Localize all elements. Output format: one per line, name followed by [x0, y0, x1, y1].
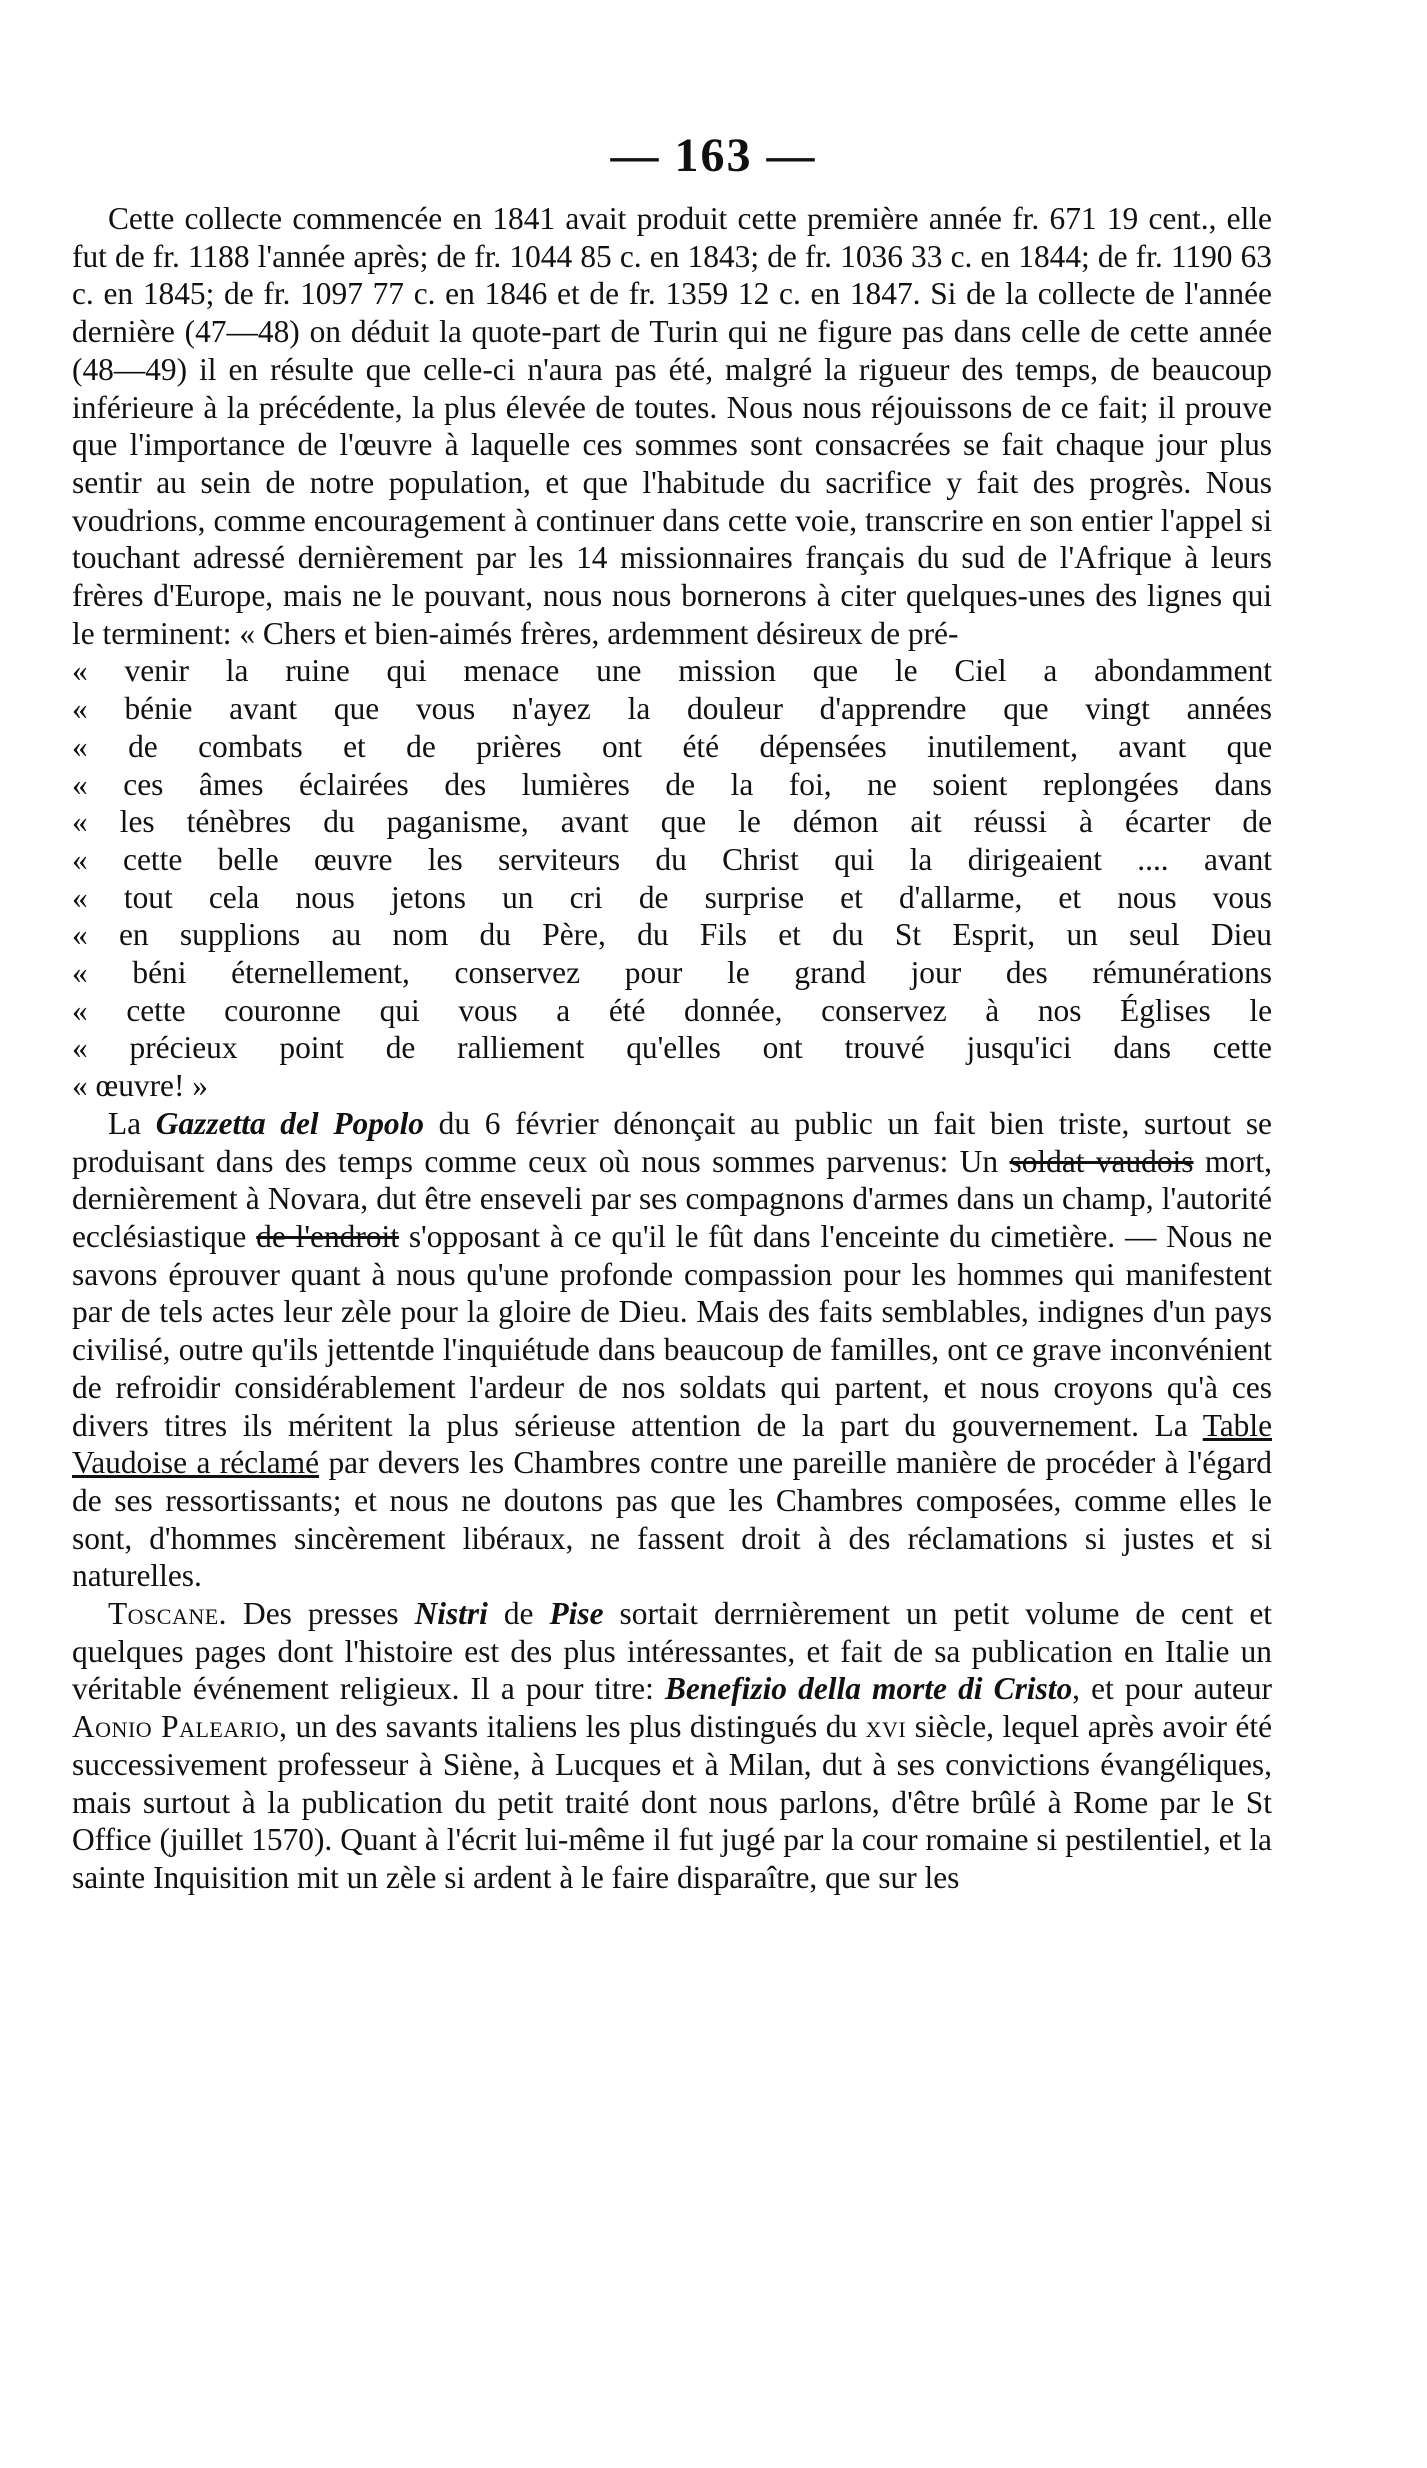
quote-line: « tout cela nous jetons un cri de surprise et d'allarme, et nous vous: [72, 879, 1272, 915]
body-text: [72, 200, 1272, 1897]
century: xvi: [865, 1709, 907, 1745]
book-title: Benefizio della morte di Cristo: [664, 1671, 1073, 1707]
quote-line: « en supplions au nom du Père, du Fils et du St Esprit, un seul Dieu: [72, 917, 1272, 953]
underlined-phrase: Table Vaudoise a réclamé: [72, 1407, 1272, 1481]
text-run: mort, dernièrement à Novara, dut être enseveli par ses compagnons d'armes dans un champ, l'autorité ecclésiastique: [72, 1143, 1272, 1254]
text-run: , et pour auteur: [1072, 1671, 1273, 1707]
struck-phrase: soldat vaudois: [1009, 1143, 1194, 1179]
text-run: de: [487, 1596, 550, 1632]
region-heading: Toscane.: [108, 1596, 228, 1632]
quote-line: « venir la ruine qui menace une mission que le Ciel a abondamment: [72, 653, 1272, 689]
text-run: , un des savants italiens les plus distingués du: [279, 1709, 866, 1745]
paragraph-toscane: [72, 1595, 1272, 1897]
quote-line: « cette couronne qui vous a été donnée, conservez à nos Églises le: [72, 992, 1272, 1028]
publisher-name: Nistri: [414, 1596, 488, 1632]
journal-title: Gazzetta del Popolo: [155, 1105, 424, 1141]
paragraph-collection: [72, 200, 1272, 652]
author-name: Aonio Paleario: [72, 1709, 280, 1745]
text-run: La: [108, 1105, 156, 1141]
paragraph-gazzetta: [72, 1105, 1272, 1595]
quote-line: « béni éternellement, conservez pour le grand jour des rémunérations: [72, 955, 1272, 991]
text-run: Des presses: [227, 1596, 415, 1632]
quote-line: « œuvre! »: [72, 1068, 208, 1104]
text-run: du 6 février dénonçait au public un fait bien triste, surtout se produisant dans des temps comme ceux où nous sommes parvenus: Un: [72, 1105, 1272, 1179]
struck-phrase: de l'endroit: [256, 1218, 399, 1254]
quote-line: « ces âmes éclairées des lumières de la foi, ne soient replongées dans: [72, 766, 1272, 802]
city-name: Pise: [549, 1596, 604, 1632]
text-run: par devers les Chambres contre une pareille manière de procéder à l'égard de ses ressortissants; et nous ne doutons pas que les Chambres composées, comme elles le sont, d'hommes sincèrement libéraux, ne fassent droit à des réclamations si justes et si naturelles.: [72, 1445, 1273, 1594]
paragraph-collection-text: Cette collecte commencée en 1841 avait produit cette première année fr. 671 19 cent., elle fut de fr. 1188 l'année après; de fr. 1044 85 c. en 1843; de fr. 1036 33 c. en 1844; de fr. 1190 63 c. en 1845; de fr. 1097 77 c. en 1846 et de fr. 1359 12 c. en 1847. Si de la collecte de l'année dernière (47—48) on déduit la quote-part de Turin qui ne figure pas dans celle de cette année (48—49) il en résulte que celle-ci n'aura pas été, malgré la rigueur des temps, de beaucoup inférieure à la précédente, la plus élevée de toutes. Nous nous réjouissons de ce fait; il prouve que l'importance de l'œuvre à laquelle ces sommes sont consacrées se fait chaque jour plus sentir au sein de notre population, et que l'habitude du sacrifice y fait des progrès. Nous voudrions, comme encouragement à continuer dans cette voie, transcrire en son entier l'appel si touchant adressé dernièrement par les 14 missionnaires français du sud de l'Afrique à leurs frères d'Europe, mais ne le pouvant, nous nous bornerons à citer quelques-unes des lignes qui le terminent: « Chers et bien-aimés frères, ardemment désireux de pré-: [72, 201, 1272, 651]
quote-line: « précieux point de ralliement qu'elles ont trouvé jusqu'ici dans cette: [72, 1030, 1272, 1066]
quote-line: « bénie avant que vous n'ayez la douleur d'apprendre que vingt années: [72, 691, 1272, 727]
quote-line: « les ténèbres du paganisme, avant que le démon ait réussi à écarter de: [72, 804, 1272, 840]
text-run: siècle, lequel après avoir été successivement professeur à Siène, à Lucques et à Milan, dut à ses convictions évangéliques, mais surtout à la publication du petit traité dont nous parlons, d'être brûlé à Rome par le St Office (juillet 1570). Quant à l'écrit lui-même il fut jugé par la cour romaine si pestilentiel, et la sainte Inquisition mit un zèle si ardent à le faire disparaître, que sur les: [72, 1709, 1272, 1895]
quote-block: [72, 652, 1272, 1104]
quote-line: « de combats et de prières ont été dépensées inutilement, avant que: [72, 728, 1272, 764]
page-number: — 163 —: [610, 129, 817, 182]
text-run: s'opposant à ce qu'il le fût dans l'enceinte du cimetière. — Nous ne savons éprouver quant à nous qu'une profonde compassion pour les hommes qui manifestent par de tels actes leur zèle pour la gloire de Dieu. Mais des faits semblables, indignes d'un pays civilisé, outre qu'ils jettentde l'inquiétude dans beaucoup de familles, ont ce grave inconvénient de refroidir considérablement l'ardeur de nos soldats qui partent, et nous croyons qu'à ces divers titres ils méritent la plus sérieuse attention de la part du gouvernement. La: [72, 1218, 1272, 1443]
text-run: sortait derrnièrement un petit volume de cent et quelques pages dont l'histoire est des plus intéressantes, et fait de sa publication en Italie un véritable événement religieux. Il a pour titre:: [72, 1596, 1273, 1707]
quote-line: « cette belle œuvre les serviteurs du Christ qui la dirigeaient .... avant: [72, 841, 1272, 877]
